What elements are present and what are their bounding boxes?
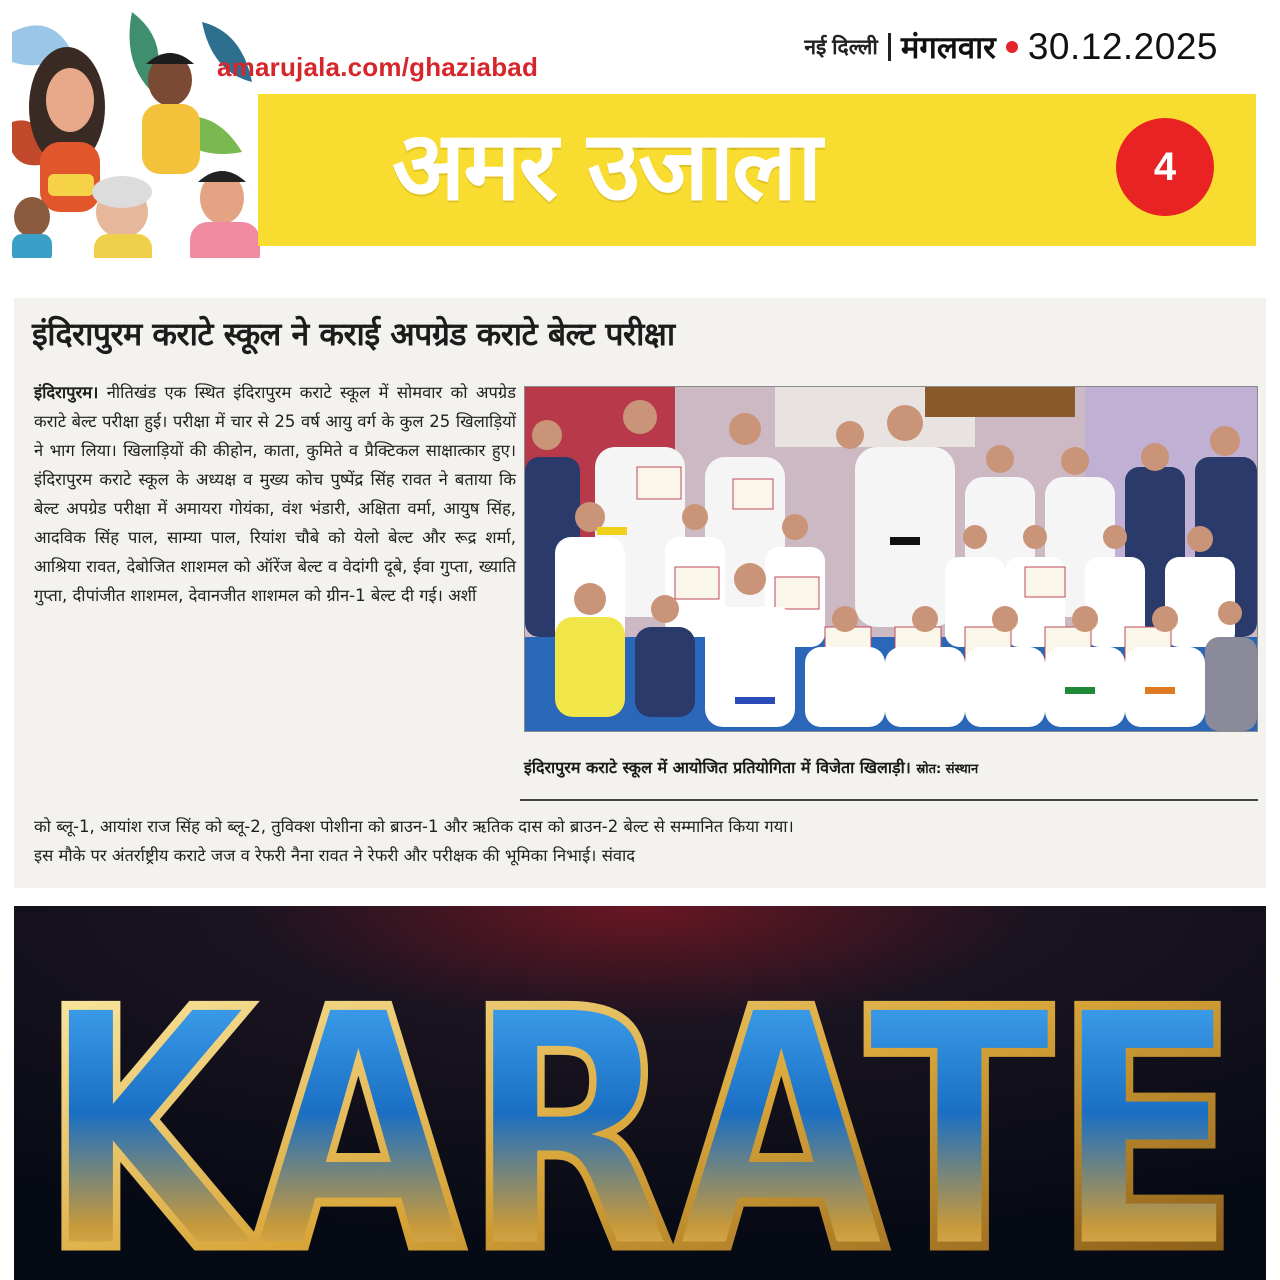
- photo-caption: [524, 756, 1256, 778]
- article-headline: इंदिरापुरम कराटे स्कूल ने कराई अपग्रेड कराटे बेल्ट परीक्षा: [32, 315, 675, 353]
- dateline: [804, 26, 1218, 68]
- edition-day: मंगलवार: [900, 30, 996, 65]
- page-number-badge: 4: [1116, 118, 1214, 216]
- news-article: [14, 298, 1266, 888]
- edition-city: नई दिल्ली: [804, 36, 878, 59]
- article-signoff: संवाद: [601, 846, 636, 865]
- dateline-dot: [1006, 41, 1018, 53]
- site-url[interactable]: amarujala.com/ghaziabad: [217, 52, 539, 82]
- article-body-continued-1: को ब्लू-1, आयांश राज सिंह को ब्लू-2, तुविक्श पोशीना को ब्राउन-1 और ऋतिक दास को ब्राउन-2 बेल्ट से सम्मानित किया गया।: [34, 817, 794, 836]
- masthead-illustration: [12, 12, 274, 258]
- karate-word: KARATE: [40, 940, 1240, 1280]
- article-continuation: [34, 812, 1254, 870]
- article-photo: [524, 386, 1258, 732]
- article-body-continued-text: इस मौके पर अंतर्राष्ट्रीय कराटे जज व रेफरी नैना रावत ने रेफरी और परीक्षक की भूमिका निभाई।: [34, 846, 597, 865]
- article-body-continued-2: [34, 841, 1254, 870]
- caption-text: इंदिरापुरम कराटे स्कूल में आयोजित प्रतियोगिता में विजेता खिलाड़ी।: [524, 758, 911, 777]
- group-photo-image: [525, 387, 1257, 731]
- dateline-separator: [888, 33, 891, 61]
- caption-credit: स्रोत: संस्थान: [916, 762, 979, 777]
- karate-banner: [14, 906, 1266, 1280]
- masthead: [0, 0, 1280, 262]
- people-illustration: [12, 12, 274, 258]
- article-column: [34, 378, 516, 610]
- caption-divider: [520, 799, 1258, 801]
- edition-date: 30.12.2025: [1027, 26, 1218, 67]
- article-body: नीतिखंड एक स्थित इंदिरापुरम कराटे स्कूल में सोमवार को अपग्रेड कराटे बेल्ट परीक्षा हुई। परीक्षा में चार से 25 वर्ष आयु वर्ग के कुल 25 खिलाड़ियों ने भाग लिया। खिलाड़ियों की कीहोन, काता, कुमिते व प्रैक्टिकल साक्षात्कार हुए। इंदिरापुरम कराटे स्कूल के अध्यक्ष व मुख्य कोच पुष्पेंद्र सिंह रावत ने बताया कि बेल्ट अपग्रेड परीक्षा में अमायरा गोयंका, वंश भंडारी, अक्षिता वर्मा, आयुष सिंह, आदविक सिंह पाल, साम्या पाल, रियांश चौबे को येलो बेल्ट और रूद्र शर्मा, आश्रिया रावत, देबोजित शाशमल को ऑरेंज बेल्ट व वेदांगी दूबे, ईवा गुप्ता, ख्याति गुप्ता, दीपांजीत शाशमल, देवानजीत शाशमल को ग्रीन-1 बेल्ट दी गई। अर्शी: [34, 383, 517, 605]
- newspaper-logo: अमर उजाला: [392, 110, 821, 222]
- karate-banner-graphic: [14, 906, 1266, 1280]
- article-dateline: इंदिरापुरम।: [34, 383, 99, 402]
